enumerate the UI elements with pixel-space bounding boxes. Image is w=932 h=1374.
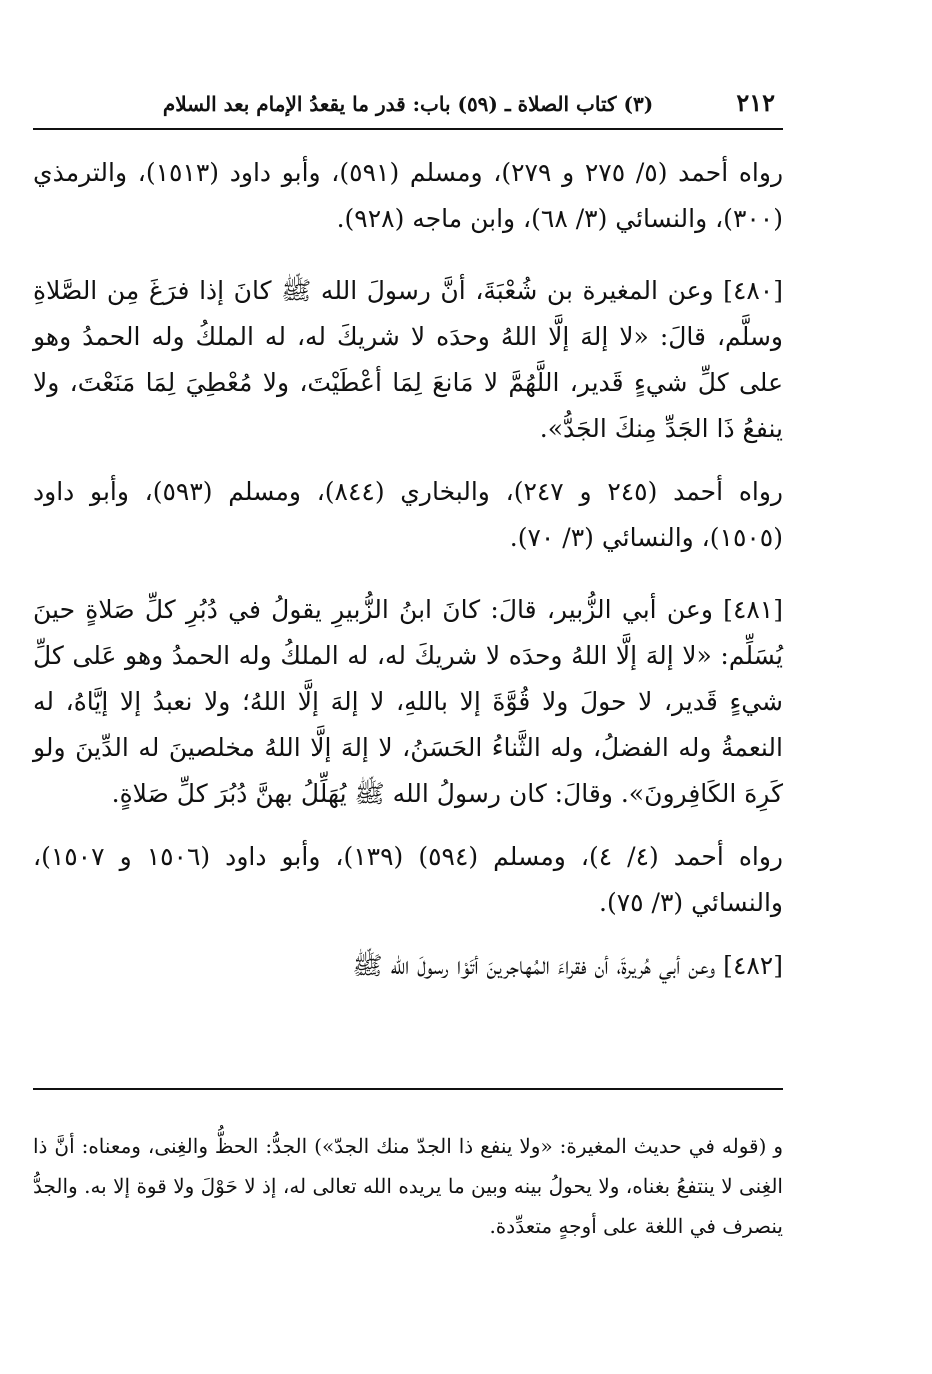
footnote: و (قوله في حديث المغيرة: «ولا ينفع ذا الجدّ منك الجدّ») الجدُّ: الحظُّ والغِنى، ومعناه: أنَّ ذا الغِنى لا ينتفعُ بغناه، ولا يحولُ بينه وبين ما يريده الله تعالى له، إذ لا حَوْلَ ولا قوة إلا به. والجدُّ ينصرف في اللغة على أوجهٍ متعدِّدة. <box>33 1134 783 1238</box>
page-header <box>33 88 783 130</box>
hadith-481: [٤٨١] وعن أبي الزُّبير، قالَ: كانَ ابنُ الزُّبيرِ يقولُ في دُبُرِ كلِّ صَلاةٍ حينَ يُسَلِّم: «لا إلهَ إلَّا اللهُ وحدَه لا شريكَ له، له الملكُ وله الحمدُ وهو عَلى كلِّ شيءٍ قَدير، لا حولَ ولا قُوَّةَ إلا باللهِ، لا إلهَ إلَّا اللهُ؛ ولا نعبدُ إلا إيَّاهُ، له النعمةُ وله الفضلُ، وله الثَّناءُ الحَسَنُ، لا إلهَ إلَّا اللهُ مخلصينَ له الدِّينَ ولو كَرِهَ الكَافِرونَ». وقالَ: كان رسولُ الله ﷺ يُهَلِّلُ بهنَّ دُبُرَ كلِّ صَلاةٍ. <box>33 595 783 808</box>
hadith-482: [٤٨٢] وعن أبي هُريرةَ، أن فقراءَ المُهاجرينَ أتَوْا رسولَ الله ﷺ <box>352 951 783 980</box>
citation-paragraph: رواه أحمد (٥/ ٢٧٥ و ٢٧٩)، ومسلم (٥٩١)، وأبو داود (١٥١٣)، والترمذي (٣٠٠)، والنسائي (٣/ ٦٨)، وابن ماجه (٩٢٨). <box>33 158 784 233</box>
citation-paragraph: رواه أحمد (٢٤٥ و ٢٤٧)، والبخاري (٨٤٤)، ومسلم (٥٩٣)، وأبو داود (١٥٠٥)، والنسائي (٣/ ٧٠). <box>33 477 784 552</box>
hadith-480: [٤٨٠] وعن المغيرة بن شُعْبَةَ، أنَّ رسولَ الله ﷺ كانَ إذا فرَغَ مِن الصَّلاةِ وسلَّم، قالَ: «لا إلهَ إلَّا اللهُ وحدَه لا شريكَ له، له الملكُ وله الحمدُ وهو على كلِّ شيءٍ قَدير، اللَّهُمَّ لا مَانعَ لِمَا أعْطَيْتَ، ولا مُعْطِيَ لِمَا مَنَعْتَ، ولا ينفعُ ذَا الجَدِّ مِنكَ الجَدُّ». <box>33 276 783 443</box>
running-title: (٣) كتاب الصلاة ـ (٥٩) باب: قدر ما يقعدُ الإمام بعد السلام <box>162 92 654 116</box>
page-number: ٢١٢ <box>736 88 775 117</box>
footnote-divider <box>33 1088 783 1090</box>
main-text <box>33 150 783 1006</box>
citation-paragraph: رواه أحمد (٤/ ٤)، ومسلم (٥٩٤) (١٣٩)، وأبو داود (١٥٠٦ و ١٥٠٧)، والنسائي (٣/ ٧٥). <box>33 842 784 917</box>
